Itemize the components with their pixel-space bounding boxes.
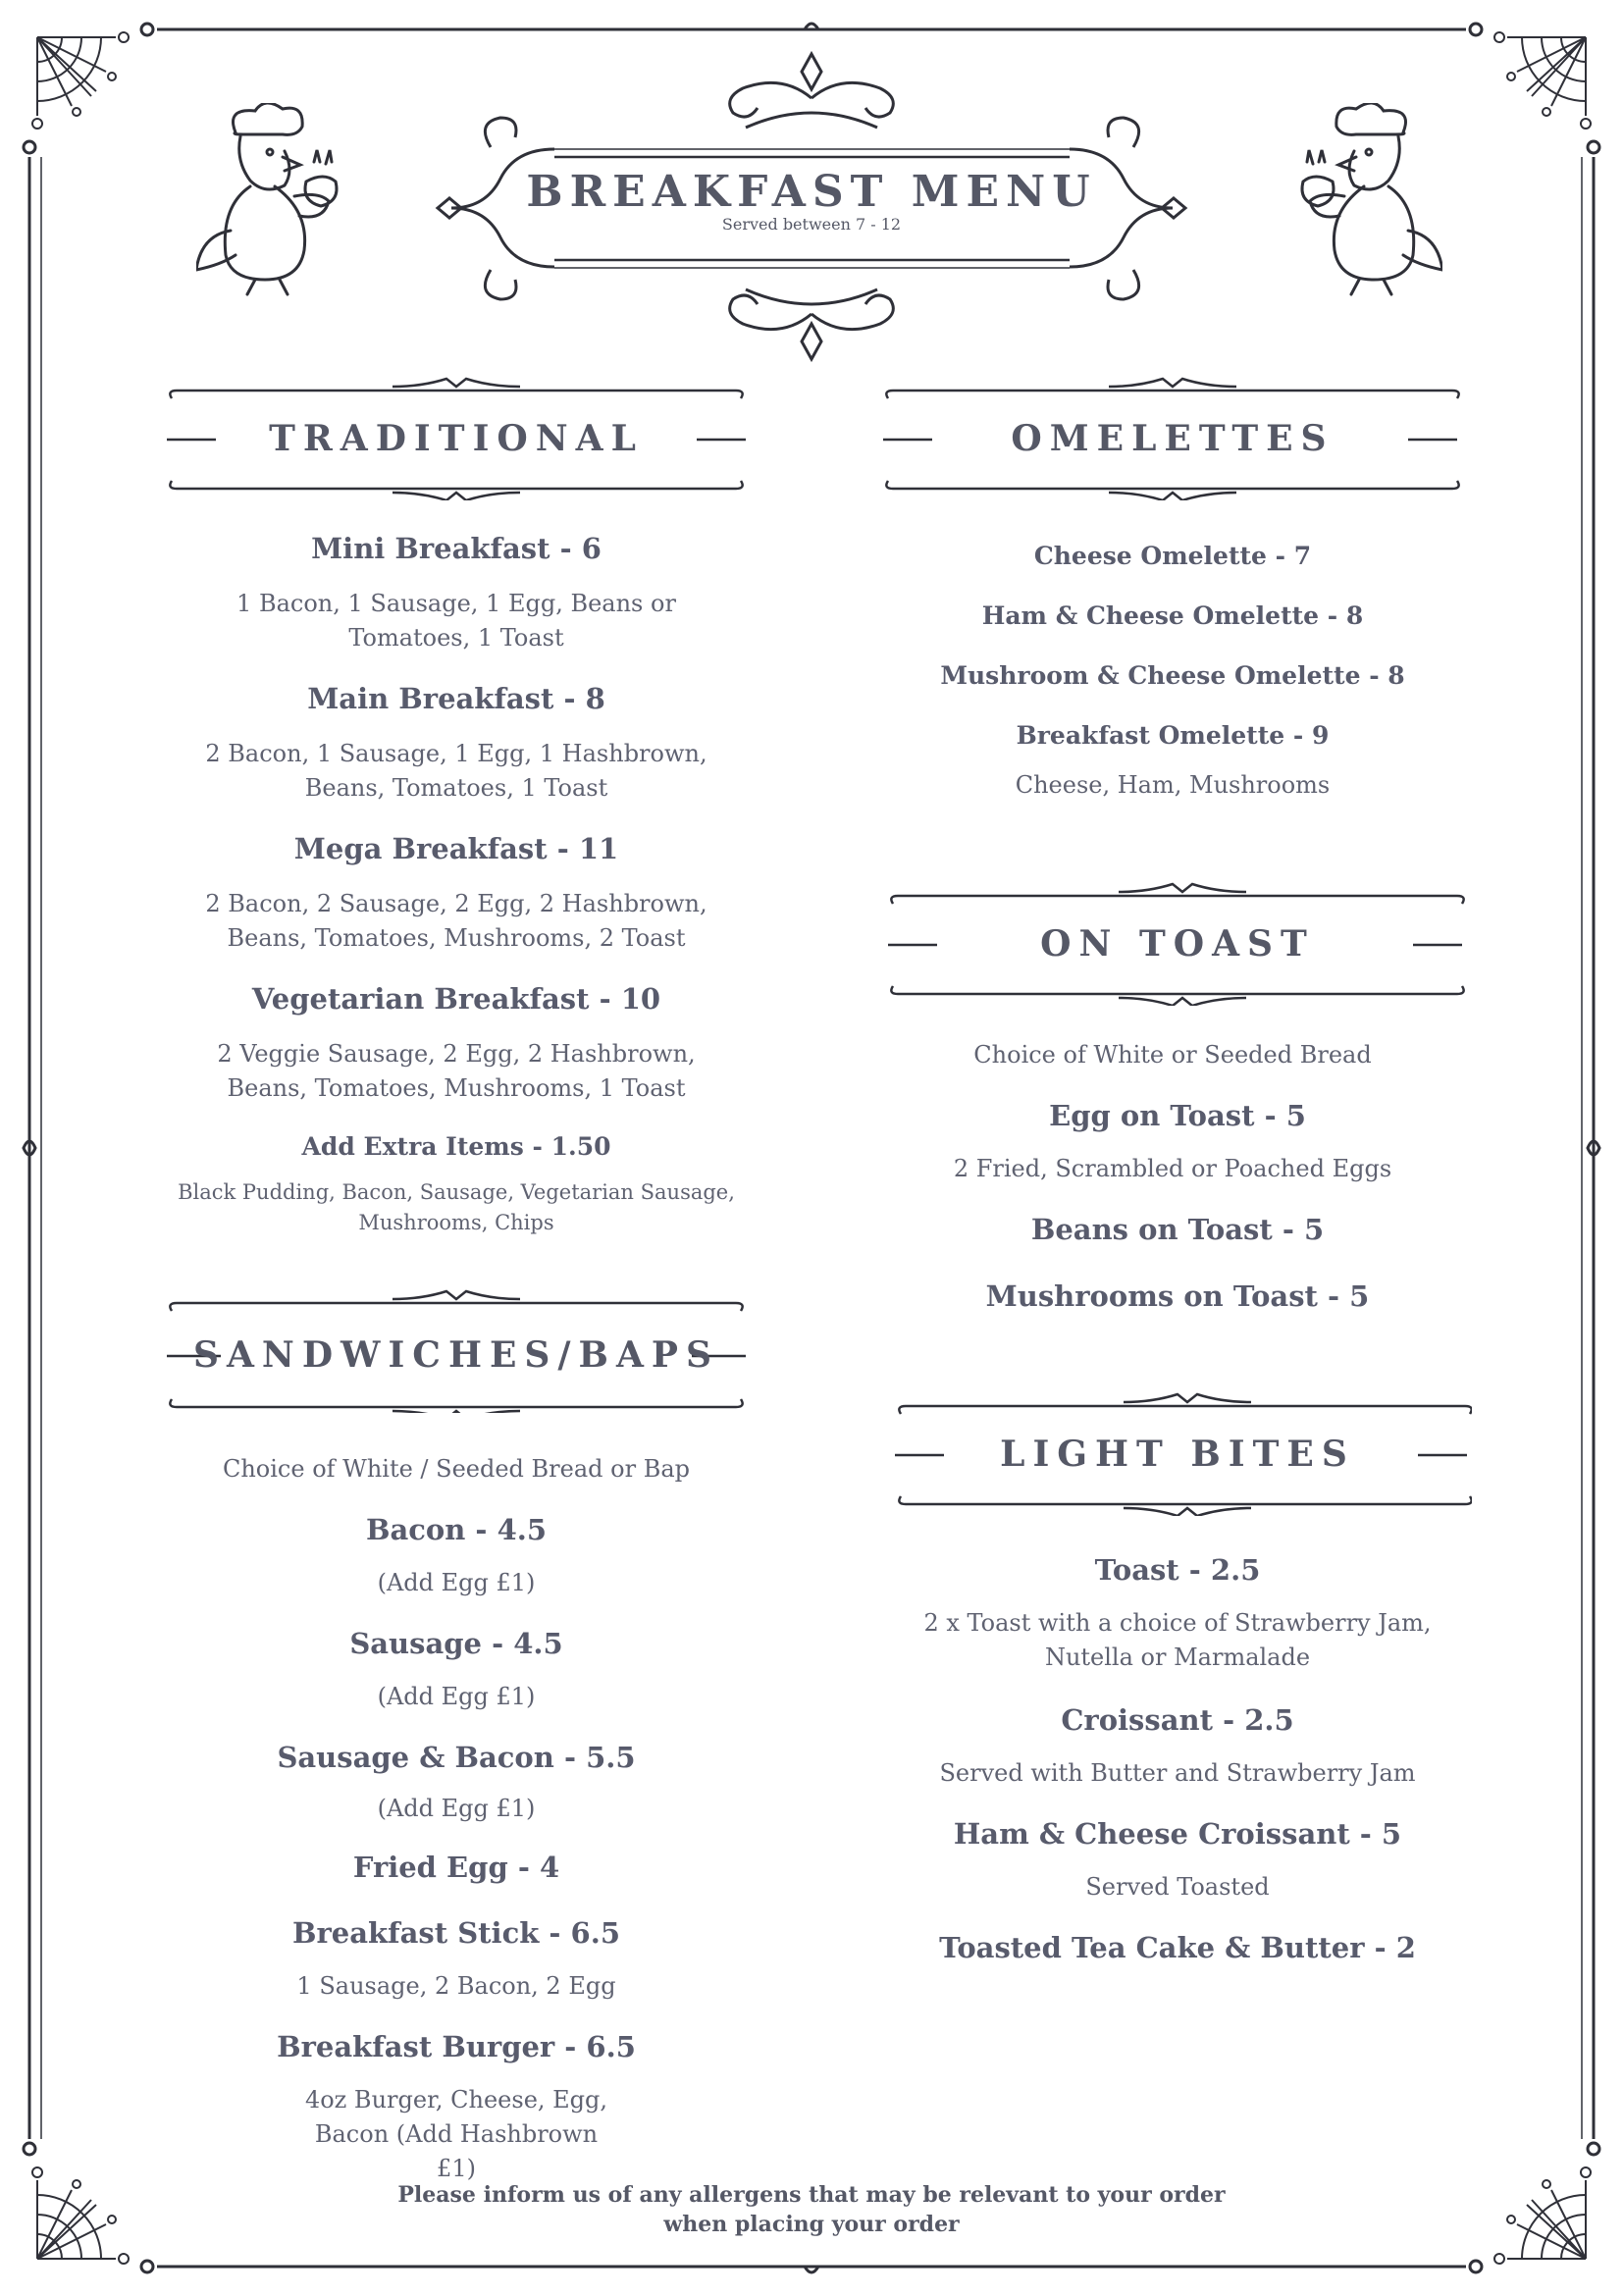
menu-item-description: 2 Bacon, 1 Sausage, 1 Egg, 1 Hashbrown, Beans, Tomatoes, 1 Toast	[205, 740, 707, 802]
menu-item-name: Toasted Tea Cake & Butter - 2	[939, 1931, 1416, 1964]
menu-item-name: Breakfast Stick - 6.5	[292, 1916, 620, 1950]
menu-item-description: 2 x Toast with a choice of Strawberry Jam, Nutella or Marmalade	[923, 1609, 1432, 1671]
section-title-omelettes: OMELETTES	[1011, 418, 1335, 459]
menu-item-description: 2 Veggie Sausage, 2 Egg, 2 Hashbrown, Beans, Tomatoes, Mushrooms, 1 Toast	[217, 1040, 696, 1102]
left-column	[167, 0, 746, 2182]
menu-item-name: Add Extra Items - 1.50	[301, 1132, 611, 1161]
right-column	[883, 0, 1472, 2159]
menu-item-description: 4oz Burger, Cheese, Egg, Bacon (Add Hashbrown £1)	[304, 2086, 608, 2182]
menu-item-name: Beans on Toast - 5	[1030, 1213, 1325, 1246]
menu-title: BREAKFAST MENU	[526, 167, 1097, 217]
section-title-sandwiches: SANDWICHES/BAPS	[192, 1334, 719, 1376]
menu-item-name: Sausage & Bacon - 5.5	[277, 1741, 636, 1774]
menu-item-name: Toast - 2.5	[1094, 1553, 1261, 1587]
menu-item-description: Black Pudding, Bacon, Sausage, Vegetarian Sausage, Mushrooms, Chips	[178, 1180, 735, 1234]
section-title-light-bites: LIGHT BITES	[1000, 1434, 1355, 1475]
menu-item-description: Served with Butter and Strawberry Jam	[939, 1759, 1416, 1787]
menu-item-name: Egg on Toast - 5	[1049, 1099, 1306, 1132]
menu-item-name: Vegetarian Breakfast - 10	[251, 982, 661, 1016]
section-title-on-toast: ON TOAST	[1040, 923, 1315, 965]
menu-item-description: Served Toasted	[1085, 1873, 1270, 1901]
menu-item-description: 1 Sausage, 2 Bacon, 2 Egg	[296, 1972, 616, 2000]
section-title-traditional: TRADITIONAL	[269, 418, 644, 459]
menu-item-name: Mega Breakfast - 11	[293, 832, 619, 865]
menu-item-name: Mushroom & Cheese Omelette - 8	[940, 661, 1405, 690]
section-intro: Choice of White or Seeded Bread	[973, 1041, 1372, 1069]
menu-item-name: Breakfast Burger - 6.5	[277, 2030, 636, 2063]
allergen-notice: Please inform us of any allergens that may be relevant to your order when placing your order	[397, 2182, 1226, 2237]
menu-item-name: Ham & Cheese Omelette - 8	[981, 601, 1364, 630]
menu-item-description: 2 Fried, Scrambled or Poached Eggs	[953, 1155, 1392, 1182]
section-intro: Choice of White / Seeded Bread or Bap	[222, 1455, 691, 1483]
menu-item-name: Fried Egg - 4	[352, 1851, 560, 1884]
menu-item-name: Bacon - 4.5	[365, 1513, 548, 1546]
section-header-omelettes	[883, 373, 1472, 491]
section-header-traditional	[167, 373, 746, 491]
menu-item-name: Main Breakfast - 8	[307, 682, 605, 715]
menu-item-description: 2 Bacon, 2 Sausage, 2 Egg, 2 Hashbrown, Beans, Tomatoes, Mushrooms, 2 Toast	[205, 890, 707, 952]
menu-item-description: (Add Egg £1)	[377, 1569, 536, 1596]
menu-item-name: Croissant - 2.5	[1061, 1703, 1294, 1737]
section-header-sandwiches	[167, 1285, 746, 1403]
menu-item-name: Sausage - 4.5	[349, 1627, 563, 1660]
menu-item-description: (Add Egg £1)	[377, 1795, 536, 1822]
section-header-light-bites	[883, 1388, 1472, 1506]
menu-item-name: Mushrooms on Toast - 5	[985, 1279, 1370, 1313]
menu-item-description: 1 Bacon, 1 Sausage, 1 Egg, Beans or Tomatoes, 1 Toast	[236, 590, 676, 652]
menu-item-description: (Add Egg £1)	[377, 1683, 536, 1710]
menu-item-description: Cheese, Ham, Mushrooms	[1015, 771, 1331, 799]
menu-item-name: Breakfast Omelette - 9	[1016, 721, 1330, 750]
section-header-on-toast	[883, 878, 1472, 996]
menu-subtitle: Served between 7 - 12	[721, 215, 902, 234]
menu-item-name: Mini Breakfast - 6	[311, 532, 602, 565]
menu-item-name: Cheese Omelette - 7	[1033, 542, 1312, 570]
menu-item-name: Ham & Cheese Croissant - 5	[953, 1817, 1402, 1851]
